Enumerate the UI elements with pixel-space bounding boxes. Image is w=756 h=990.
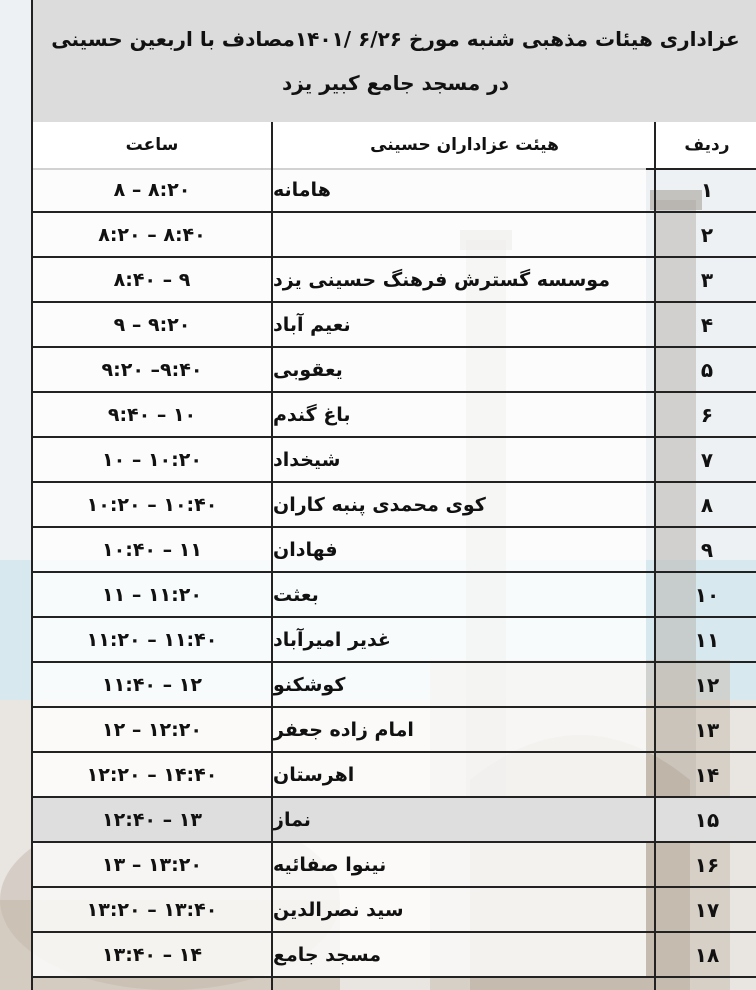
time-slot: ۹:۲۰ –۹:۴۰ xyxy=(101,358,203,381)
time-slot: ۱۳:۲۰ – ۱۳:۴۰ xyxy=(86,898,218,921)
time-slot: ۱۰:۲۰ – ۱۰:۴۰ xyxy=(86,493,218,516)
table-title xyxy=(33,0,756,124)
column-divider xyxy=(654,122,656,990)
table-header-row xyxy=(33,122,756,170)
row-number: ۵ xyxy=(700,357,714,382)
table-row xyxy=(33,663,756,708)
time-slot: ۱۳:۴۰ – ۱۴ xyxy=(102,943,202,966)
time-slot: ۱۲ – ۱۲:۲۰ xyxy=(102,718,202,741)
row-number: ۸ xyxy=(700,492,714,517)
time-slot: ۹:۴۰ – ۱۰ xyxy=(107,403,197,426)
table-row xyxy=(33,393,756,438)
group-name: موسسه گسترش فرهنگ حسینی یزد xyxy=(273,268,610,291)
table-row xyxy=(33,618,756,663)
table-row xyxy=(33,438,756,483)
table-row xyxy=(33,573,756,618)
group-name: فهادان xyxy=(273,538,338,561)
group-name: اهرستان xyxy=(273,763,355,786)
schedule-table xyxy=(31,0,756,990)
title-line-2: در مسجد جامع کبیر یزد xyxy=(282,71,509,95)
row-number: ۲ xyxy=(700,222,714,247)
group-name: باغ گندم xyxy=(273,403,351,426)
time-slot: ۸:۴۰ – ۹ xyxy=(113,268,191,291)
row-number: ۱۱ xyxy=(694,627,720,652)
time-slot: ۱۰:۴۰ – ۱۱ xyxy=(102,538,202,561)
group-name: هامانه xyxy=(273,178,331,201)
table-row xyxy=(33,258,756,303)
time-slot: ۱۲:۲۰ – ۱۴:۴۰ xyxy=(86,763,218,786)
row-number: ۱۵ xyxy=(694,807,720,832)
group-name: کوی محمدی پنبه کاران xyxy=(273,493,486,516)
row-number: ۱۸ xyxy=(694,942,720,967)
time-slot: ۱۱:۴۰ – ۱۲ xyxy=(102,673,202,696)
time-slot: ۱۰ – ۱۰:۲۰ xyxy=(102,448,202,471)
time-slot: ۸ – ۸:۲۰ xyxy=(113,178,191,201)
time-slot: ۸:۲۰ – ۸:۴۰ xyxy=(98,223,206,246)
time-slot: ۱۳ – ۱۳:۲۰ xyxy=(102,853,202,876)
time-slot: ۱۱:۲۰ – ۱۱:۴۰ xyxy=(86,628,218,651)
group-name xyxy=(273,213,646,256)
group-name: نعیم آباد xyxy=(273,313,351,336)
group-name: بعثت xyxy=(273,583,319,606)
table-row xyxy=(33,168,756,213)
group-name: غدیر امیرآباد xyxy=(273,628,391,651)
header-row-number: ردیف xyxy=(684,135,730,155)
group-name: کوشکنو xyxy=(273,673,346,696)
row-number: ۱۴ xyxy=(694,762,720,787)
group-name: یعقوبی xyxy=(273,358,343,381)
table-row xyxy=(33,888,756,933)
time-slot: ۱۲:۴۰ – ۱۳ xyxy=(102,808,202,831)
table-row xyxy=(33,303,756,348)
table-row xyxy=(33,708,756,753)
row-number: ۱۷ xyxy=(694,897,720,922)
row-number: ۹ xyxy=(700,537,714,562)
header-group-name: هیئت عزاداران حسینی xyxy=(370,135,559,155)
table-row xyxy=(33,528,756,573)
time-slot: ۱۱ – ۱۱:۲۰ xyxy=(102,583,202,606)
group-name: نماز xyxy=(273,808,311,831)
row-number: ۱۳ xyxy=(694,717,720,742)
group-name: امام زاده جعفر xyxy=(273,718,414,741)
table-row xyxy=(33,213,756,258)
row-number: ۱۰ xyxy=(694,582,720,607)
group-name: شیخداد xyxy=(273,448,341,471)
time-slot: ۹ – ۹:۲۰ xyxy=(113,313,191,336)
header-time: ساعت xyxy=(125,135,179,155)
table-row xyxy=(33,348,756,393)
row-number: ۱ xyxy=(700,177,714,202)
group-name: نینوا صفائیه xyxy=(273,853,387,876)
title-line-1: عزاداری هیئات مذهبی شنبه مورخ ۶/۲۶ /۱۴۰۱مصادف با اربعین حسینی xyxy=(51,27,740,51)
row-number: ۶ xyxy=(700,402,714,427)
group-name: مسجد جامع xyxy=(273,943,381,966)
row-number: ۴ xyxy=(700,312,714,337)
row-number: ۱۲ xyxy=(694,672,720,697)
row-number: ۳ xyxy=(700,267,714,292)
column-divider xyxy=(271,122,273,990)
table-row xyxy=(33,933,756,978)
table-row xyxy=(33,798,756,843)
table-row xyxy=(33,843,756,888)
table-row xyxy=(33,483,756,528)
table-row xyxy=(33,753,756,798)
group-name: سید نصرالدین xyxy=(273,898,404,921)
row-number: ۷ xyxy=(700,447,714,472)
row-number: ۱۶ xyxy=(694,852,720,877)
